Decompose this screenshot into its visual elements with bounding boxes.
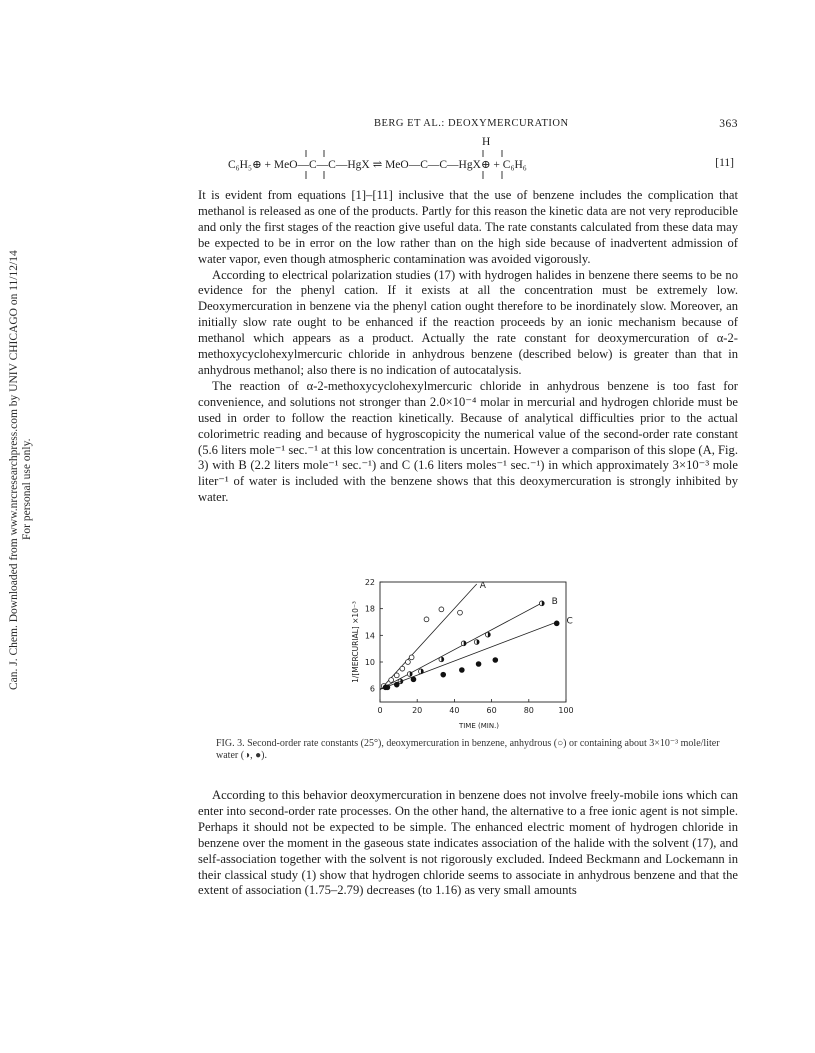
series-B-fit-line — [380, 602, 544, 689]
paragraph: The reaction of α-2-methoxycyclohexylmercuric chloride in anhydrous benzene is too fast for convenience, and solutions not stronger than 2.0×10⁻⁴ molar in mercurial and hydrogen chloride must be used in order to follow the reaction kinetically. Because of analytical difficulties prior to the actual colorimetric reading and because of hygroscopicity the numerical value of the second-order rate constant (5.6 liters mole⁻¹ sec.⁻¹ at this low concentration is uncertain. However a comparison of this slope (A, Fig. 3) with B (2.2 liters mole⁻¹ sec.⁻¹) and C (1.6 liters moles⁻¹ sec.⁻¹) in which approximately 3×10⁻³ mole liter⁻¹ of water is included with the benzene shows that this deoxymercuration is strongly inhibited by water. — [198, 378, 738, 505]
x-tick-label: 100 — [558, 706, 574, 715]
series-A-point — [424, 617, 429, 622]
x-tick-label: 0 — [377, 706, 383, 715]
series-B-point — [485, 632, 490, 637]
page-header — [198, 118, 738, 134]
series-label-B: B — [551, 597, 558, 607]
x-tick-label: 60 — [486, 706, 497, 715]
page-number: 363 — [719, 118, 738, 130]
equation-number: [11] — [715, 157, 734, 169]
series-B-point — [539, 601, 544, 606]
x-tick-label: 80 — [523, 706, 534, 715]
series-B-point — [407, 672, 412, 677]
y-tick-label: 22 — [364, 578, 375, 587]
rate-chart — [338, 578, 578, 748]
series-C-fit-line — [380, 621, 559, 689]
paragraph: According to this behavior deoxymercuration in benzene does not involve freely-mobile ions which can enter into second-order rate processes. On the other hand, the alternative to a free ionic agent is not simple. Perhaps it should not be expected to be simple. The enhanced electric moment of hydrogen chloride in benzene over the moment in the gaseous state indicates association of the halide with the solvent (17), and self-association together with the solvent is not rigorously excluded. Indeed Beckmann and Lockemann in their classical study (1) show that hydrogen chloride seems to associate in anhydrous benzene and that the extent of association (1.75–2.79) decreases (to 1.16) as very small amounts — [198, 788, 738, 898]
x-tick-label: 20 — [412, 706, 423, 715]
figure-caption: FIG. 3. Second-order rate constants (25°), deoxymercuration in benzene, anhydrous (○) or containing about 3×10⁻³ mole/liter water (◑, ●). — [216, 738, 720, 761]
x-tick-label: 40 — [449, 706, 460, 715]
paragraph: It is evident from equations [1]–[11] inclusive that the use of benzene includes the complication that methanol is released as one of the products. Partly for this reason the kinetic data are not very reproducible and only the first stages of the reaction give useful data. The rate constants calculated from these data may be expected to be in error on the low rather than on the high side because of inadvertent admission of water vapor, even though atmospheric contamination was avoided vigorously. — [198, 188, 738, 266]
y-tick-label: 10 — [364, 658, 375, 667]
figure-3 — [338, 578, 578, 748]
series-C-point — [476, 662, 481, 667]
x-axis-label: TIME (MIN.) — [458, 722, 500, 730]
equation-text: C₆H₅⊕ + MeO—C—C—HgX ⇌ MeO—C—C—HgX⊕ + C₆H₆ — [228, 159, 527, 171]
series-C-point — [383, 685, 388, 690]
download-notice — [0, 0, 40, 1053]
series-A-point — [409, 655, 414, 660]
equation-11 — [198, 136, 738, 188]
series-A-point — [400, 666, 405, 671]
series-A-point — [458, 610, 463, 615]
series-label-C: C — [566, 616, 573, 627]
series-label-A: A — [479, 581, 486, 591]
series-C-point — [493, 658, 498, 663]
y-tick-label: 14 — [364, 631, 375, 641]
paragraph: According to electrical polarization studies (17) with hydrogen halides in benzene there seems to be no evidence for the phenyl cation. If it exists at all the concentration must be extremely low. Deoxymercuration in benzene via the phenyl cation ought therefore to be inordinately slow. Moreover, an initially slow rate ought to be enhanced if the reaction proceeds by an ionic mechanism because of methanol which appears as a product. Actually the rate constant for deoxymercuration of α-2-methoxycyclohexylmercuric chloride in anhydrous benzene (described below) is greater than that in anhydrous methanol; also there is no indication of autocatalysis. — [198, 267, 738, 377]
download-notice-line2: For personal use only. — [21, 438, 33, 540]
series-A-point — [394, 673, 399, 678]
series-C-point — [411, 677, 416, 682]
body-text-top — [198, 188, 738, 506]
series-C-point — [459, 668, 464, 673]
y-tick-label: 6 — [369, 684, 375, 694]
download-notice-line1: Can. J. Chem. Downloaded from www.nrcresearchpress.com by UNIV CHICAGO on 11/12/14 — [8, 250, 20, 690]
series-A-point — [389, 678, 394, 683]
y-axis-label: 1/[MERCURIAL] ×10⁻³ — [351, 601, 360, 683]
series-A-point — [406, 660, 411, 665]
plot-frame — [380, 582, 566, 702]
series-C-point — [554, 621, 559, 626]
series-B-point — [439, 657, 444, 662]
series-B-point — [474, 640, 479, 645]
series-A-point — [439, 607, 444, 612]
series-C-point — [441, 672, 446, 677]
body-text-bottom — [198, 788, 738, 899]
series-C-point — [394, 682, 399, 687]
series-B-point — [461, 641, 466, 646]
y-tick-label: 18 — [364, 604, 375, 614]
running-head: BERG ET AL.: DEOXYMERCURATION — [374, 118, 569, 129]
equation-hydrogen: H — [482, 136, 491, 148]
